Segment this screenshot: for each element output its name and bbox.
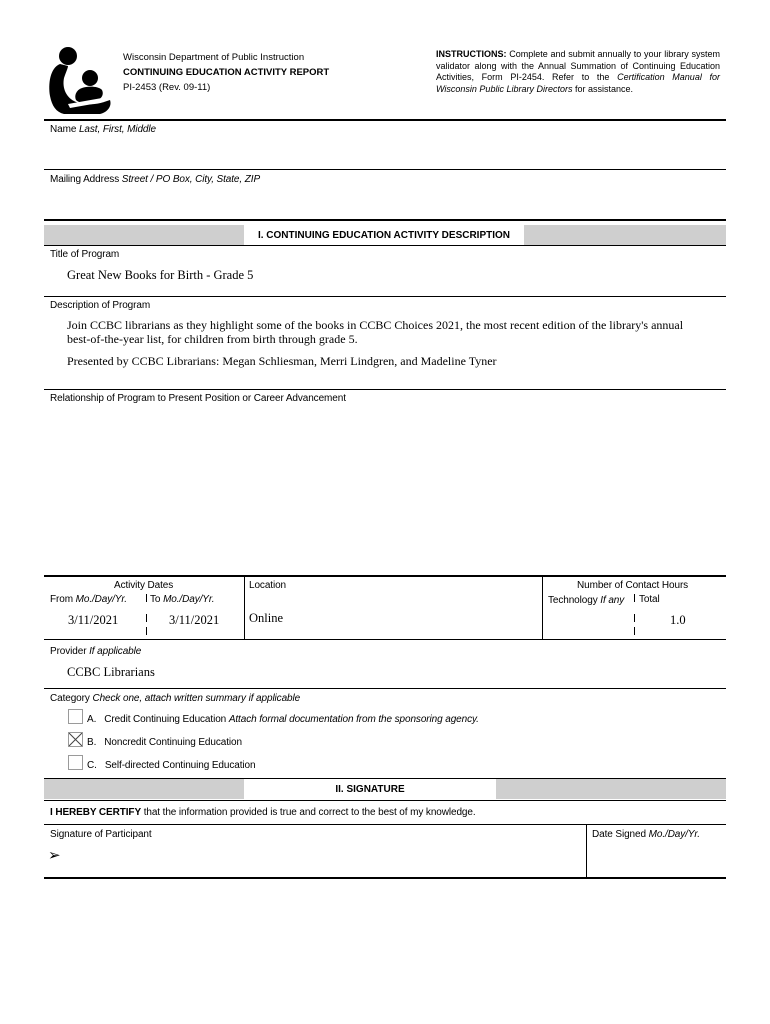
category-label: Category <box>50 693 90 704</box>
to-label-row <box>150 594 214 605</box>
option-letter: B. <box>87 737 97 748</box>
divider <box>146 614 147 622</box>
address-hint: Street / PO Box, City, State, ZIP <box>121 174 261 185</box>
total-label: Total <box>639 594 660 605</box>
divider <box>44 639 726 640</box>
instructions-text: Complete and submit annually to your library system validator along with the Annual Summation of Continuing Education Activities, Form PI-2454. Refer to the <box>436 49 720 82</box>
divider <box>44 575 726 577</box>
section1-title: I. CONTINUING EDUCATION ACTIVITY DESCRIPTION <box>244 225 524 245</box>
divider <box>44 800 726 801</box>
name-label-row <box>50 124 156 135</box>
divider <box>244 577 245 639</box>
checkmark-x-icon <box>69 733 82 746</box>
form-number: PI-2453 (Rev. 09-11) <box>123 82 211 93</box>
technology-label: Technology <box>548 595 598 606</box>
date-signed-hint: Mo./Day/Yr. <box>648 829 700 840</box>
technology-hint: If any <box>600 595 625 606</box>
divider <box>44 877 726 879</box>
provider-label: Provider <box>50 646 87 657</box>
name-label: Name <box>50 124 77 135</box>
certify-statement <box>50 807 476 818</box>
instructions-label: INSTRUCTIONS: <box>436 49 507 59</box>
certify-bold: I HEREBY CERTIFY <box>50 807 142 818</box>
divider <box>146 594 147 602</box>
to-hint: Mo./Day/Yr. <box>163 594 215 605</box>
divider <box>634 627 635 635</box>
divider <box>44 688 726 689</box>
category-label-row <box>50 693 300 704</box>
arrow-icon: ➢ <box>48 846 61 864</box>
description-presenters: Presented by CCBC Librarians: Megan Schliesman, Merri Lindgren, and Madeline Tyner <box>67 354 497 368</box>
relationship-label: Relationship of Program to Present Position or Career Advancement <box>50 393 346 404</box>
divider <box>634 594 635 602</box>
from-date-field[interactable]: 3/11/2021 <box>68 613 119 627</box>
description-paragraph: Join CCBC librarians as they highlight some of the books in CCBC Choices 2021, the most recent edition of the library's annual best-of-the-year list, for children from birth through grade 5. <box>67 318 684 346</box>
option-text: Credit Continuing Education <box>104 714 227 725</box>
description-field[interactable] <box>67 319 707 369</box>
instructions-manual: Certification Manual for Wisconsin Public Library Directors <box>436 72 720 94</box>
provider-hint: If applicable <box>89 646 142 657</box>
name-field[interactable] <box>66 142 706 164</box>
option-text: Noncredit Continuing Education <box>104 737 242 748</box>
relationship-field[interactable] <box>67 410 707 570</box>
signature-field[interactable] <box>70 844 580 872</box>
provider-label-row <box>50 646 141 657</box>
divider <box>44 296 726 297</box>
from-label-row <box>50 594 127 605</box>
location-label: Location <box>249 580 287 591</box>
divider <box>542 577 543 639</box>
address-field[interactable] <box>66 192 706 214</box>
category-b-checkbox[interactable] <box>68 732 83 747</box>
divider <box>146 627 147 635</box>
option-letter: A. <box>87 714 97 725</box>
option-letter: C. <box>87 760 97 771</box>
technology-label-row <box>548 595 624 606</box>
option-hint: Attach formal documentation from the sponsoring agency. <box>228 714 479 725</box>
signature-label: Signature of Participant <box>50 829 152 840</box>
divider <box>634 614 635 622</box>
contact-hours-label: Number of Contact Hours <box>577 580 689 591</box>
date-signed-label: Date Signed <box>592 829 646 840</box>
program-title-label: Title of Program <box>50 249 120 260</box>
date-signed-label-row <box>592 829 700 840</box>
category-a-checkbox[interactable] <box>68 709 83 724</box>
address-label: Mailing Address <box>50 174 120 185</box>
instructions-tail: for assistance. <box>572 83 633 94</box>
divider <box>44 245 726 246</box>
category-hint: Check one, attach written summary if applicable <box>92 693 301 704</box>
category-option-a <box>87 714 479 725</box>
name-hint: Last, First, Middle <box>78 124 156 135</box>
category-c-checkbox[interactable] <box>68 755 83 770</box>
divider <box>44 119 726 121</box>
divider <box>44 169 726 170</box>
certify-text: that the information provided is true and correct to the best of my knowledge. <box>141 807 476 818</box>
category-option-c <box>87 760 255 771</box>
divider <box>44 824 726 825</box>
from-hint: Mo./Day/Yr. <box>75 594 127 605</box>
form-title: CONTINUING EDUCATION ACTIVITY REPORT <box>123 67 330 78</box>
dpi-logo <box>46 44 114 116</box>
activity-dates-label: Activity Dates <box>114 580 174 591</box>
divider <box>44 389 726 390</box>
divider <box>44 219 726 221</box>
to-date-field[interactable]: 3/11/2021 <box>169 613 220 627</box>
instructions <box>436 49 720 95</box>
agency-name: Wisconsin Department of Public Instruction <box>123 52 305 63</box>
divider <box>586 825 587 877</box>
section2-title: II. SIGNATURE <box>244 779 496 799</box>
description-label: Description of Program <box>50 300 151 311</box>
reading-adult-child-logo-icon <box>46 44 114 116</box>
total-hours-field[interactable]: 1.0 <box>670 613 686 627</box>
location-field[interactable]: Online <box>249 611 284 625</box>
program-title-field[interactable]: Great New Books for Birth - Grade 5 <box>67 268 254 282</box>
to-label: To <box>150 594 161 605</box>
from-label: From <box>50 594 73 605</box>
address-label-row <box>50 174 260 185</box>
provider-field[interactable]: CCBC Librarians <box>67 665 155 679</box>
option-text: Self-directed Continuing Education <box>104 760 256 771</box>
category-option-b <box>87 737 242 748</box>
date-signed-field[interactable] <box>592 844 722 872</box>
